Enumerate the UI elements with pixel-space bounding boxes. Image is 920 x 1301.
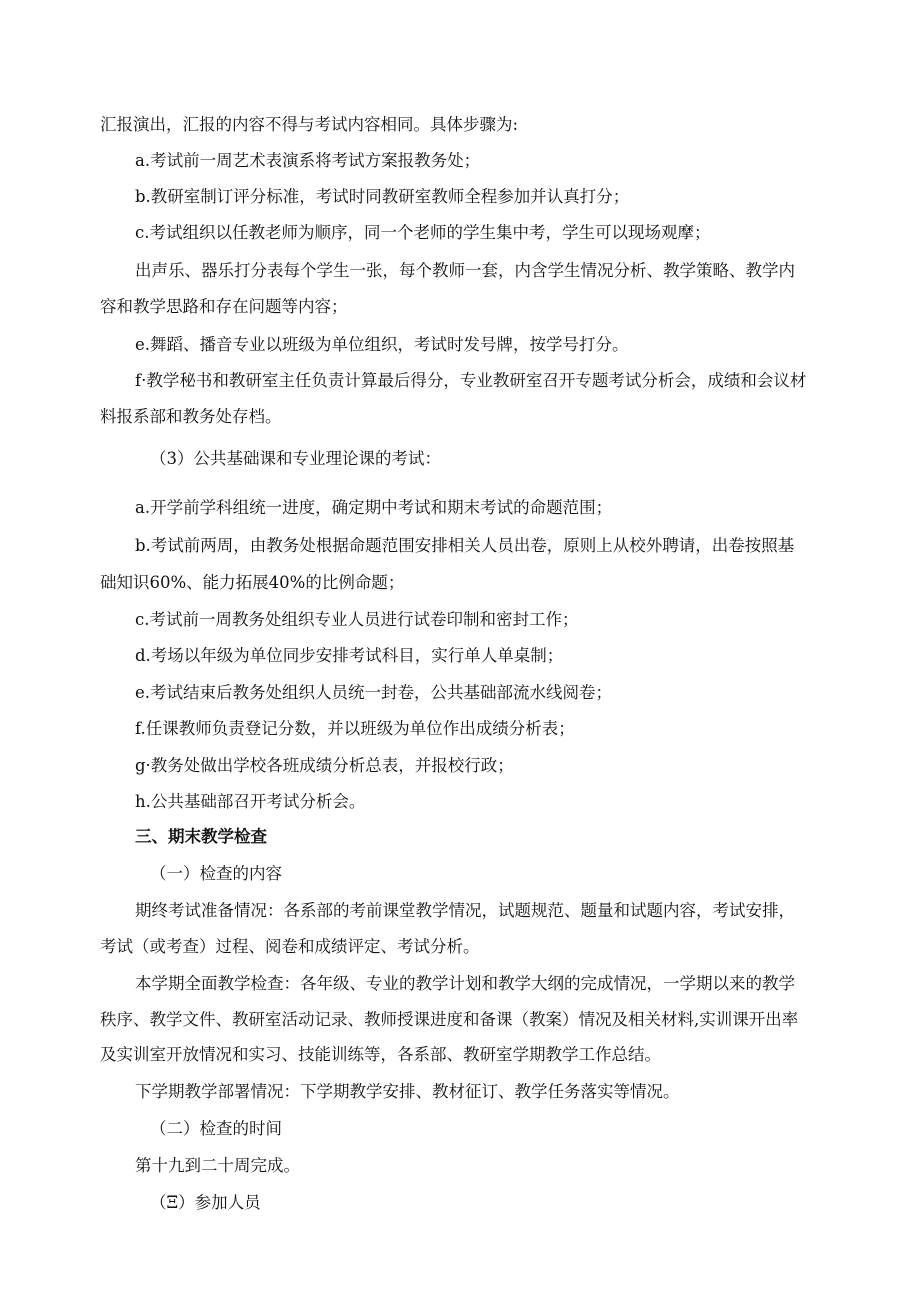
paragraph-line: 第十九到二十周完成。: [135, 1156, 300, 1175]
paragraph-line: c.考试组织以任教老师为顺序，同一个老师的学生集中考，学生可以现场观摩；: [135, 223, 711, 242]
paragraph-line: h.公共基础部召开考试分析会。: [135, 792, 366, 811]
paragraph-line: 及实训室开放情况和实习、技能训练等，各系部、教研室学期教学工作总结。: [100, 1045, 661, 1064]
paragraph-line: 容和教学思路和存在问题等内容；: [100, 297, 348, 316]
paragraph-line: b.教研室制订评分标准，考试时同教研室教师全程参加并认真打分；: [135, 187, 630, 206]
paragraph-line: 期终考试准备情况：各系部的考前课堂教学情况，试题规范、题量和试题内容，考试安排，: [135, 901, 795, 920]
paragraph-line: 考试（或考查）过程、阅卷和成绩评定、考试分析。: [100, 937, 480, 956]
subsection-heading: （Ξ）参加人员: [150, 1193, 261, 1212]
paragraph-line: d.考场以年级为单位同步安排考试科目，实行单人单桌制；: [135, 646, 564, 665]
paragraph-line: g·教务处做出学校各班成绩分析总表，并报校行政；: [135, 756, 514, 775]
paragraph-line: a.开学前学科组统一进度，确定期中考试和期末考试的命题范围；: [135, 498, 613, 517]
paragraph-line: e.考试结束后教务处组织人员统一封卷，公共基础部流水线阅卷；: [135, 683, 613, 702]
paragraph-line: f·教学秘书和教研室主任负责计算最后得分，专业教研室召开专题考试分析会，成绩和会议材: [135, 371, 807, 390]
subsection-heading: （一）检查的内容: [150, 864, 282, 883]
paragraph-line: 汇报演出，汇报的内容不得与考试内容相同。具体步骤为:: [100, 115, 519, 134]
section-heading: 三、期末教学检查: [135, 827, 267, 846]
paragraph-line: 料报系部和教务处存档。: [100, 407, 282, 426]
paragraph-line: 本学期全面教学检查：各年级、专业的教学计划和教学大纲的完成情况，一学期以来的教学: [135, 974, 795, 993]
paragraph-line: 秩序、教学文件、教研室活动记录、教师授课进度和备课（教案）情况及相关材料,实训课开出率: [100, 1010, 799, 1029]
paragraph-line: b.考试前两周，由教务处根据命题范围安排相关人员出卷，原则上从校外聘请，出卷按照基: [135, 536, 795, 555]
paragraph-line: f.任课教师负责登记分数，并以班级为单位作出成绩分析表；: [135, 719, 575, 738]
paragraph-line: e.舞蹈、播音专业以班级为单位组织，考试时发号牌，按学号打分。: [135, 335, 629, 354]
paragraph-line: c.考试前一周教务处组织专业人员进行试卷印制和密封工作；: [135, 610, 579, 629]
paragraph-line: a.考试前一周艺术表演系将考试方案报教务处；: [135, 151, 481, 170]
paragraph-line: 出声乐、器乐打分表每个学生一张，每个教师一套，内含学生情况分析、教学策略、教学内: [135, 261, 795, 280]
paragraph-line: 下学期教学部署情况：下学期教学安排、教材征订、教学任务落实等情况。: [135, 1082, 680, 1101]
subsection-heading: （3）公共基础课和专业理论课的考试：: [150, 449, 441, 468]
paragraph-line: 础知识60%、能力拓展40%的比例命题；: [100, 573, 405, 592]
subsection-heading: （二）检查的时间: [150, 1119, 282, 1138]
